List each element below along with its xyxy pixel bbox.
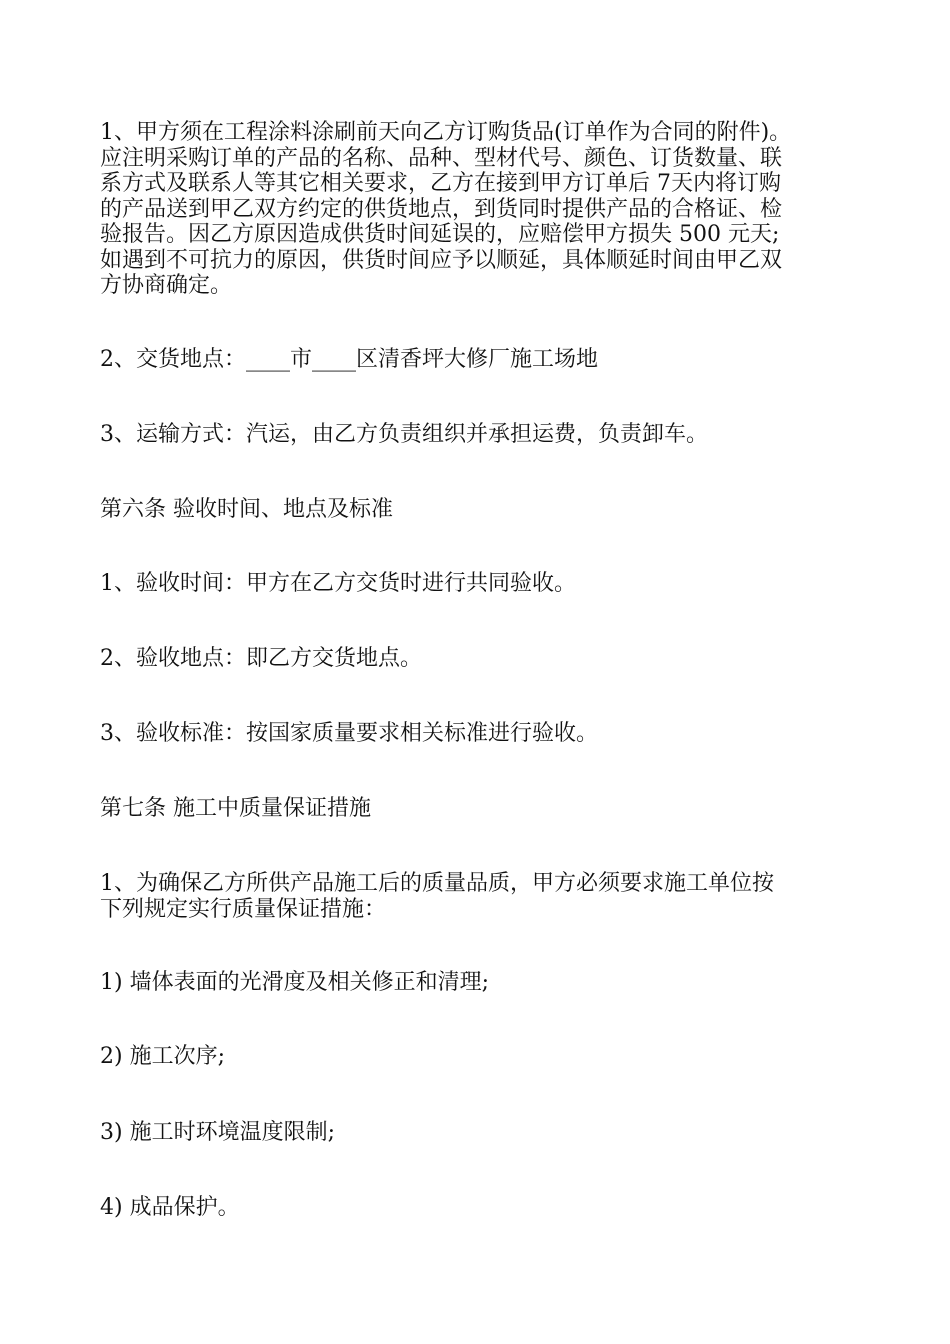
- text-line: 下列规定实行质量保证措施：: [100, 896, 387, 922]
- text-line: 2、验收地点：即乙方交货地点。: [100, 646, 422, 671]
- clause-inspection-time: [100, 571, 870, 597]
- list-item-wall-surface: [100, 970, 870, 996]
- clause-inspection-standard: [100, 721, 870, 747]
- clause-delivery-location: [100, 347, 870, 373]
- clause-transport-method: [100, 422, 870, 448]
- text-line: 验报告。因乙方原因造成供货时间延误的，应赔偿甲方损失 500 元天;: [100, 222, 780, 247]
- heading-text: 第六条 验收时间、地点及标准: [100, 497, 393, 522]
- text-line: 应注明采购订单的产品的名称、品种、型材代号、颜色、订货数量、联: [100, 145, 783, 171]
- section-heading-article-7: [100, 796, 870, 822]
- list-item-construction-order: [100, 1044, 870, 1070]
- heading-text: 第七条 施工中质量保证措施: [100, 796, 371, 821]
- clause-paragraph-delivery-order: [100, 120, 870, 299]
- text-line: 3、运输方式：汽运，由乙方负责组织并承担运费，负责卸车。: [100, 422, 708, 447]
- text-line: 3、验收标准：按国家质量要求相关标准进行验收。: [100, 721, 598, 746]
- text-line: 2) 施工次序;: [100, 1044, 225, 1069]
- clause-quality-assurance: [100, 871, 870, 922]
- text-line: 1、验收时间：甲方在乙方交货时进行共同验收。: [100, 571, 576, 596]
- text-line: 1、甲方须在工程涂料涂刷前天向乙方订购货品(订单作为合同的附件)。: [100, 120, 792, 145]
- text-line: 3) 施工时环境温度限制;: [100, 1120, 335, 1145]
- text-line: 系方式及联系人等其它相关要求，乙方在接到甲方订单后 7天内将订购: [100, 171, 781, 196]
- text-line: 如遇到不可抗力的原因，供货时间应予以顺延，具体顺延时间由甲乙双: [100, 247, 783, 273]
- text-line: 1、为确保乙方所供产品施工后的质量品质，甲方必须要求施工单位按: [100, 871, 774, 896]
- clause-inspection-location: [100, 646, 870, 672]
- list-item-temperature-limit: [100, 1120, 870, 1146]
- section-heading-article-6: [100, 497, 870, 523]
- list-item-product-protection: [100, 1195, 870, 1221]
- text-line: 4) 成品保护。: [100, 1195, 240, 1220]
- text-line: 方协商确定。: [100, 273, 233, 298]
- text-line: 的产品送到甲乙双方约定的供货地点，到货同时提供产品的合格证、检: [100, 196, 783, 222]
- text-line: 1) 墙体表面的光滑度及相关修正和清理;: [100, 970, 489, 995]
- text-line: 2、交货地点：____市____区清香坪大修厂施工场地: [100, 347, 598, 372]
